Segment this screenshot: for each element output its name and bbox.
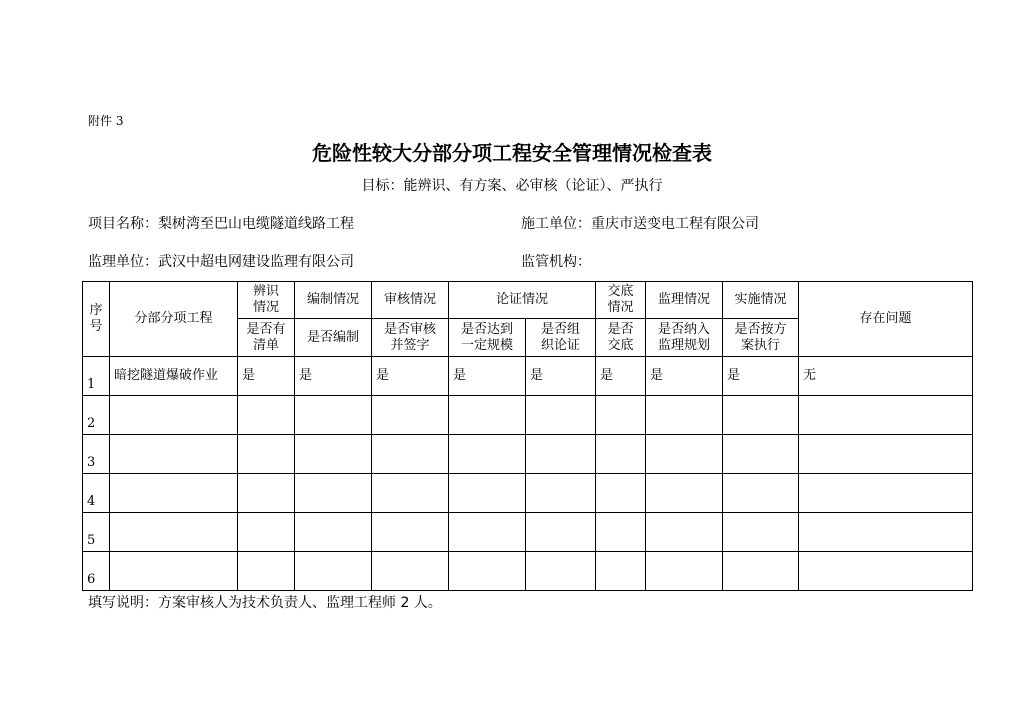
row-supervise [646,513,723,552]
header-issues: 存在问题 [799,282,973,357]
row-identify: 是 [238,357,295,396]
row-compile [295,552,372,591]
row-supervise [646,435,723,474]
subheader-review-line2: 并签字 [390,337,430,353]
header-seq-line1: 序 [89,303,103,318]
regulator: 监管机构： [521,254,591,270]
row-compile [295,474,372,513]
row-issues [799,552,973,591]
row-supervise [646,474,723,513]
table-row [83,396,973,435]
header-compile: 编制情况 [295,282,372,319]
subheader-demo-org-line1: 是否组 [540,321,580,337]
row-issues [799,396,973,435]
row-identify [238,513,295,552]
header-disclose-line1: 交底 [607,284,634,299]
subheader-disclose-line1: 是否 [607,321,634,337]
row-review [372,513,449,552]
subheader-disclose-line2: 交底 [607,337,634,353]
row-disclose [596,396,646,435]
subheader-supervise-line2: 监理规划 [657,337,710,353]
row-identify [238,435,295,474]
row-demo-scale [449,513,526,552]
subheader-supervise [646,319,723,357]
supervision-unit: 监理单位：武汉中超电网建设监理有限公司 [88,254,354,270]
row-demo-org [526,474,596,513]
table-row [83,513,973,552]
row-disclose [596,474,646,513]
subheader-demo-org [526,319,596,357]
table-row [83,474,973,513]
row-project: 暗挖隧道爆破作业 [110,357,238,396]
row-seq: 5 [83,513,110,552]
subheader-implement-line1: 是否按方 [734,321,787,337]
header-identify-line2: 情况 [252,300,279,315]
row-demo-scale [449,552,526,591]
row-project [110,513,238,552]
row-implement: 是 [723,357,799,396]
subheader-review [372,319,449,357]
row-identify [238,474,295,513]
subheader-review-line1: 是否审核 [383,321,436,337]
row-compile [295,513,372,552]
row-demo-scale [449,474,526,513]
header-review: 审核情况 [372,282,449,319]
header-identify-line1: 辨识 [252,284,279,299]
header-project: 分部分项工程 [110,282,238,357]
subheader-demo-org-line2: 织论证 [540,337,580,353]
row-issues [799,474,973,513]
subheader-implement [723,319,799,357]
fill-instructions: 填写说明：方案审核人为技术负责人、监理工程师 2 人。 [88,595,442,611]
row-supervise [646,552,723,591]
row-issues [799,513,973,552]
row-review [372,396,449,435]
subheader-identify-line1: 是否有 [246,321,286,337]
row-compile: 是 [295,357,372,396]
table-row [83,357,973,396]
subheader-demo-scale [449,319,526,357]
row-disclose [596,552,646,591]
header-disclose-line2: 情况 [607,300,634,315]
inspection-table [82,281,973,591]
row-compile [295,435,372,474]
row-implement [723,435,799,474]
row-disclose: 是 [596,357,646,396]
annex-label: 附件 3 [88,114,124,128]
row-demo-scale: 是 [449,357,526,396]
row-seq: 2 [83,396,110,435]
row-identify [238,396,295,435]
row-disclose [596,435,646,474]
subheader-supervise-line1: 是否纳入 [657,321,710,337]
row-demo-org [526,396,596,435]
row-compile [295,396,372,435]
row-disclose [596,513,646,552]
header-disclose [596,282,646,319]
row-seq: 1 [83,357,110,396]
row-implement [723,396,799,435]
row-supervise [646,396,723,435]
row-implement [723,474,799,513]
row-demo-org: 是 [526,357,596,396]
row-review [372,474,449,513]
row-supervise: 是 [646,357,723,396]
row-identify [238,552,295,591]
row-project [110,474,238,513]
row-project [110,396,238,435]
project-name: 项目名称：梨树湾至巴山电缆隧道线路工程 [88,216,354,232]
subheader-identify [238,319,295,357]
row-implement [723,552,799,591]
row-demo-scale [449,396,526,435]
header-seq-line2: 号 [89,319,103,334]
row-demo-scale [449,435,526,474]
page-title: 危险性较大分部分项工程安全管理情况检查表 [312,141,712,165]
subheader-identify-line2: 清单 [252,337,279,353]
row-project [110,435,238,474]
subheader-demo-scale-line1: 是否达到 [460,321,513,337]
row-review [372,435,449,474]
table-row [83,435,973,474]
row-seq: 3 [83,435,110,474]
subheader-demo-scale-line2: 一定规模 [460,337,513,353]
row-project [110,552,238,591]
header-identify [238,282,295,319]
table-row [83,552,973,591]
header-implement: 实施情况 [723,282,799,319]
row-seq: 4 [83,474,110,513]
row-issues: 无 [799,357,973,396]
row-demo-org [526,552,596,591]
row-demo-org [526,513,596,552]
row-demo-org [526,435,596,474]
header-supervise: 监理情况 [646,282,723,319]
row-implement [723,513,799,552]
subheader-compile: 是否编制 [295,319,372,357]
header-demo: 论证情况 [449,282,596,319]
subheader-implement-line2: 案执行 [740,337,780,353]
construction-unit: 施工单位：重庆市送变电工程有限公司 [521,216,759,232]
row-review: 是 [372,357,449,396]
table-header-row [83,282,973,319]
row-issues [799,435,973,474]
row-review [372,552,449,591]
header-seq [83,282,110,357]
subheader-disclose [596,319,646,357]
row-seq: 6 [83,552,110,591]
page-subtitle: 目标：能辨识、有方案、必审核（论证）、严执行 [361,178,663,194]
